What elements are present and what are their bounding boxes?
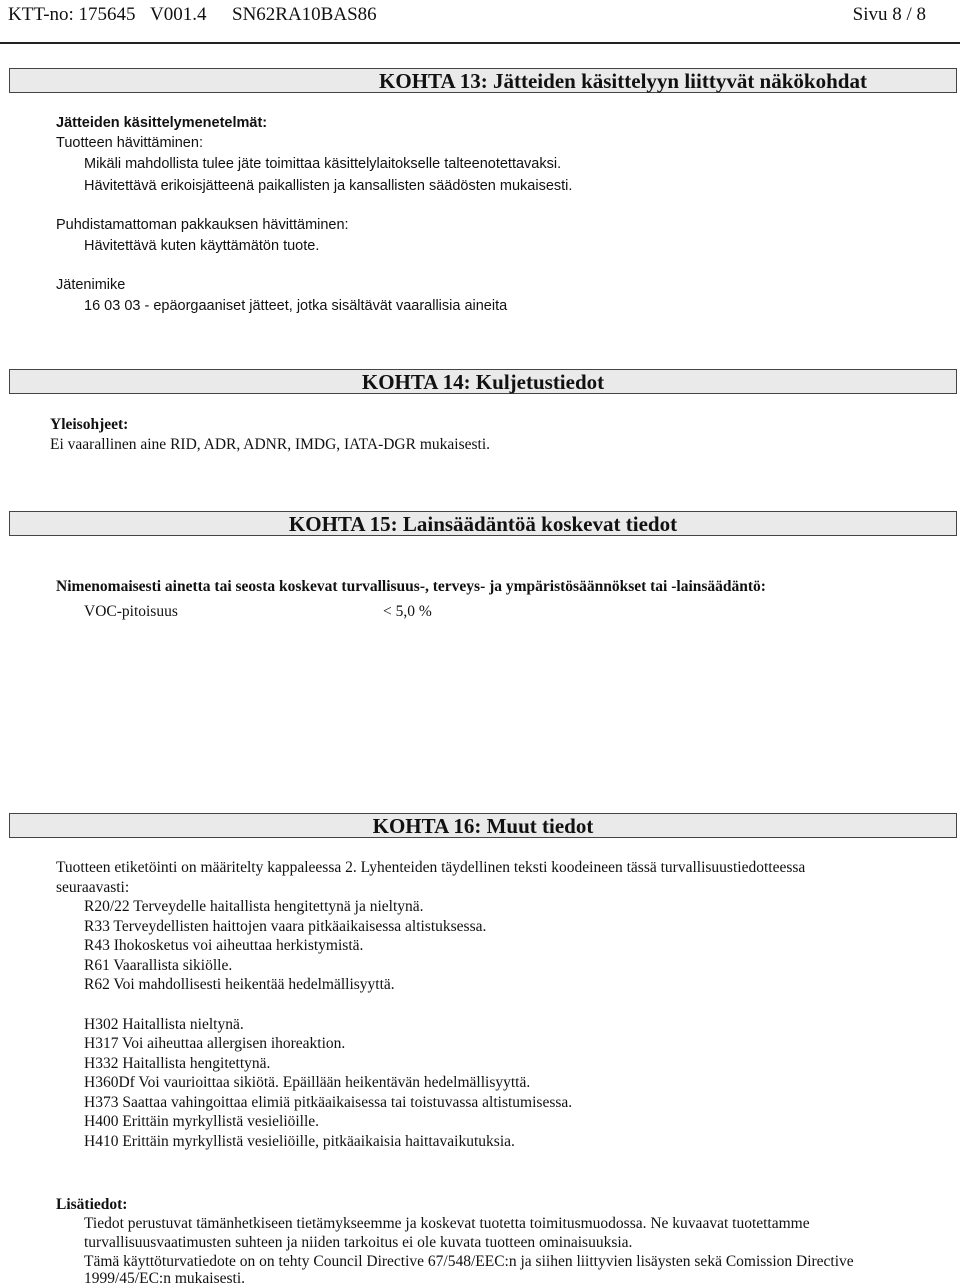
regulations-label: Nimenomaisesti ainetta tai seosta koskevat turvallisuus-, terveys- ja ympäristösäännökset tai -lainsäädäntö: [56, 578, 766, 595]
additional-info-line: 1999/45/EC:n mukaisesti. [84, 1270, 246, 1287]
section-13-heading [9, 68, 957, 93]
r-phrase: R43 Ihokosketus voi aiheuttaa herkistymistä. [84, 937, 364, 954]
general-instructions-text: Ei vaarallinen aine RID, ADR, ADNR, IMDG, IATA-DGR mukaisesti. [50, 436, 491, 453]
labelling-intro-line-2: seuraavasti: [56, 879, 130, 896]
section-14-heading [9, 369, 957, 394]
h-phrase: H332 Haitallista hengitettynä. [84, 1055, 271, 1072]
product-disposal-line-2: Hävitettävä erikoisjätteenä paikallisten ja kansallisten säädösten mukaisesti. [84, 178, 573, 194]
r-phrase: R61 Vaarallista sikiölle. [84, 957, 233, 974]
ktt-number: KTT-no: 175645 [8, 4, 136, 25]
section-16-heading [9, 813, 957, 838]
r-phrase: R62 Voi mahdollisesti heikentää hedelmällisyyttä. [84, 976, 395, 993]
additional-info-line: Tiedot perustuvat tämänhetkiseen tietämykseemme ja koskevat tuotetta toimitusmuodossa. Ne kuvaavat tuotettamme [84, 1215, 810, 1232]
r-phrase: R20/22 Terveydelle haitallista hengitettynä ja nieltynä. [84, 898, 424, 915]
additional-info-label: Lisätiedot: [56, 1196, 128, 1213]
section-15-heading [9, 511, 957, 536]
waste-name-value: 16 03 03 - epäorgaaniset jätteet, jotka sisältävät vaarallisia aineita [84, 298, 508, 314]
product-code: SN62RA10BAS86 [232, 4, 377, 25]
packaging-disposal-label: Puhdistamattoman pakkauksen hävittäminen: [56, 217, 349, 233]
h-phrase: H373 Saattaa vahingoittaa elimiä pitkäaikaisessa tai toistuvassa altistumisessa. [84, 1094, 573, 1111]
section-16-title: KOHTA 16: Muut tiedot [372, 814, 594, 838]
section-13-title: KOHTA 13: Jätteiden käsittelyyn liittyvät näkökohdat [379, 69, 867, 93]
h-phrase: H360Df Voi vaurioittaa sikiötä. Epäillään heikentävän hedelmällisyyttä. [84, 1074, 531, 1091]
section-14-title: KOHTA 14: Kuljetustiedot [361, 370, 605, 394]
h-phrase: H302 Haitallista nieltynä. [84, 1016, 244, 1033]
r-phrase: R33 Terveydellisten haittojen vaara pitkäaikaisessa altistuksessa. [84, 918, 487, 935]
section-15-title: KOHTA 15: Lainsäädäntöä koskevat tiedot [288, 512, 678, 536]
product-disposal-label: Tuotteen hävittäminen: [56, 135, 203, 151]
additional-info-line: Tämä käyttöturvatiedote on on tehty Council Directive 67/548/EEC:n ja siihen liittyvien lisäysten sekä Comission Directive [84, 1253, 854, 1270]
additional-info-line: turvallisuusvaatimusten suhteen ja niiden tarkoitus ei ole kuvata tuotteen ominaisuuksia. [84, 1234, 633, 1251]
general-instructions-label: Yleisohjeet: [50, 416, 129, 433]
h-phrase: H400 Erittäin myrkyllistä vesieliöille. [84, 1113, 320, 1130]
voc-value: < 5,0 % [383, 603, 432, 620]
labelling-intro-line-1: Tuotteen etiketöinti on määritelty kappaleessa 2. Lyhenteiden täydellinen teksti koodeineen tässä turvallisuustiedotteessa [56, 859, 806, 876]
product-disposal-line-1: Mikäli mahdollista tulee jäte toimittaa käsittelylaitokselle talteenotettavaksi. [84, 156, 562, 172]
version: V001.4 [150, 4, 207, 25]
h-phrase: H317 Voi aiheuttaa allergisen ihoreaktion. [84, 1035, 346, 1052]
voc-label: VOC-pitoisuus [84, 603, 178, 620]
header-rule [0, 42, 960, 44]
h-phrase: H410 Erittäin myrkyllistä vesieliöille, pitkäaikaisia haittavaikutuksia. [84, 1133, 515, 1150]
page-number: Sivu 8 / 8 [852, 4, 926, 25]
waste-name-label: Jätenimike [56, 277, 126, 293]
waste-methods-label: Jätteiden käsittelymenetelmät: [56, 115, 268, 131]
packaging-disposal-text: Hävitettävä kuten käyttämätön tuote. [84, 238, 320, 254]
